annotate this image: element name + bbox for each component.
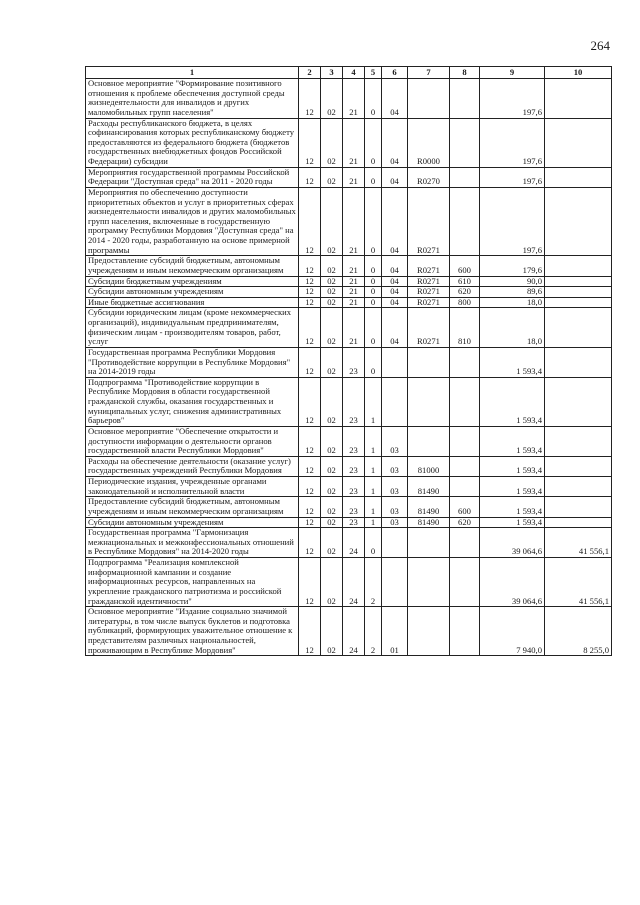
code-cell: 12 [299, 187, 321, 255]
amount-cell: 39 064,6 [480, 528, 545, 558]
amount-cell [545, 79, 612, 119]
code-cell: 12 [299, 377, 321, 426]
code-cell: 1 [365, 497, 382, 517]
code-cell: 12 [299, 256, 321, 276]
amount-cell: 1 593,4 [480, 377, 545, 426]
code-cell [382, 528, 408, 558]
code-cell: 23 [343, 517, 365, 528]
code-cell: 02 [321, 308, 343, 348]
table-row [86, 517, 612, 528]
code-cell: 21 [343, 297, 365, 308]
amount-cell [545, 187, 612, 255]
code-cell: 600 [450, 256, 480, 276]
amount-cell [545, 287, 612, 298]
code-cell: 0 [365, 79, 382, 119]
code-cell [450, 528, 480, 558]
code-cell: 03 [382, 426, 408, 456]
code-cell: 810 [450, 308, 480, 348]
code-cell: 04 [382, 256, 408, 276]
row-name: Государственная программа Республики Мордовия "Противодействие коррупции в Республике Мордовия" на 2014-2019 годы [86, 347, 299, 377]
amount-cell: 1 593,4 [480, 426, 545, 456]
code-cell: 03 [382, 517, 408, 528]
table-row [86, 607, 612, 656]
table-row [86, 287, 612, 298]
code-cell [408, 426, 450, 456]
amount-cell: 1 593,4 [480, 497, 545, 517]
code-cell: 0 [365, 528, 382, 558]
code-cell: 02 [321, 558, 343, 607]
code-cell: 0 [365, 256, 382, 276]
code-cell: 04 [382, 187, 408, 255]
column-header: 2 [299, 67, 321, 79]
amount-cell: 89,6 [480, 287, 545, 298]
amount-cell: 41 556,1 [545, 558, 612, 607]
table-row [86, 528, 612, 558]
table-row [86, 497, 612, 517]
row-name: Субсидии автономным учреждениям [86, 517, 299, 528]
table-row [86, 276, 612, 287]
code-cell: 1 [365, 456, 382, 476]
amount-cell [545, 256, 612, 276]
table-row [86, 167, 612, 187]
amount-cell: 1 593,4 [480, 347, 545, 377]
table-row [86, 456, 612, 476]
code-cell: 620 [450, 287, 480, 298]
code-cell: 21 [343, 167, 365, 187]
code-cell: 12 [299, 118, 321, 167]
code-cell: 21 [343, 276, 365, 287]
amount-cell [545, 347, 612, 377]
code-cell: R0000 [408, 118, 450, 167]
code-cell: 04 [382, 297, 408, 308]
amount-cell: 1 593,4 [480, 477, 545, 497]
code-cell: 02 [321, 456, 343, 476]
amount-cell: 197,6 [480, 167, 545, 187]
code-cell: 620 [450, 517, 480, 528]
table-row [86, 79, 612, 119]
code-cell [408, 607, 450, 656]
code-cell: 0 [365, 308, 382, 348]
code-cell: 02 [321, 517, 343, 528]
code-cell: R0271 [408, 297, 450, 308]
table-row [86, 297, 612, 308]
code-cell [450, 477, 480, 497]
code-cell [408, 528, 450, 558]
code-cell [450, 79, 480, 119]
code-cell: 03 [382, 477, 408, 497]
amount-cell [545, 377, 612, 426]
amount-cell [545, 477, 612, 497]
code-cell: 81490 [408, 477, 450, 497]
code-cell: 2 [365, 558, 382, 607]
table-row [86, 187, 612, 255]
code-cell [450, 187, 480, 255]
code-cell: 02 [321, 607, 343, 656]
code-cell: 24 [343, 528, 365, 558]
code-cell: 01 [382, 607, 408, 656]
column-header: 6 [382, 67, 408, 79]
code-cell: 23 [343, 347, 365, 377]
row-name: Подпрограмма "Реализация комплексной информационной кампании и создание информационных ресурсов, направленных на укрепление гражданского патриотизма и российской гражданской идентичности" [86, 558, 299, 607]
code-cell [450, 377, 480, 426]
code-cell [408, 347, 450, 377]
row-name: Государственная программа "Гармонизация межнациональных и межконфессиональных отношений в Республике Мордовия" на 2014-2020 годы [86, 528, 299, 558]
code-cell: 12 [299, 456, 321, 476]
code-cell [450, 558, 480, 607]
header-row [86, 67, 612, 79]
code-cell [450, 607, 480, 656]
code-cell [450, 167, 480, 187]
row-name: Субсидии бюджетным учреждениям [86, 276, 299, 287]
amount-cell [545, 308, 612, 348]
row-name: Иные бюджетные ассигнования [86, 297, 299, 308]
code-cell: 04 [382, 287, 408, 298]
table-row [86, 377, 612, 426]
code-cell [450, 347, 480, 377]
amount-cell [545, 426, 612, 456]
code-cell: 81490 [408, 517, 450, 528]
code-cell: 04 [382, 118, 408, 167]
code-cell: 24 [343, 558, 365, 607]
code-cell: 12 [299, 347, 321, 377]
code-cell: 23 [343, 377, 365, 426]
code-cell: 02 [321, 256, 343, 276]
code-cell: 0 [365, 276, 382, 287]
code-cell [382, 558, 408, 607]
column-header: 1 [86, 67, 299, 79]
table-row [86, 426, 612, 456]
code-cell: 02 [321, 477, 343, 497]
code-cell: 02 [321, 187, 343, 255]
row-name: Субсидии автономным учреждениям [86, 287, 299, 298]
code-cell: 02 [321, 118, 343, 167]
code-cell: 12 [299, 287, 321, 298]
code-cell: 12 [299, 528, 321, 558]
code-cell: 12 [299, 308, 321, 348]
code-cell [382, 347, 408, 377]
column-header: 4 [343, 67, 365, 79]
code-cell [450, 118, 480, 167]
code-cell: R0271 [408, 308, 450, 348]
table-row [86, 558, 612, 607]
amount-cell: 1 593,4 [480, 517, 545, 528]
code-cell: 0 [365, 297, 382, 308]
amount-cell [545, 517, 612, 528]
code-cell: 02 [321, 287, 343, 298]
code-cell: 0 [365, 187, 382, 255]
code-cell: 23 [343, 456, 365, 476]
code-cell: 12 [299, 517, 321, 528]
code-cell: 02 [321, 276, 343, 287]
row-name: Периодические издания, учрежденные органами законодательной и исполнительной власти [86, 477, 299, 497]
code-cell: 12 [299, 477, 321, 497]
amount-cell [545, 276, 612, 287]
amount-cell: 18,0 [480, 308, 545, 348]
code-cell: 21 [343, 118, 365, 167]
code-cell: 12 [299, 167, 321, 187]
amount-cell: 41 556,1 [545, 528, 612, 558]
row-name: Основное мероприятие "Формирование позитивного отношения к проблеме обеспечения доступной среды жизнедеятельности для инвалидов и других маломобильных групп населения" [86, 79, 299, 119]
amount-cell: 197,6 [480, 79, 545, 119]
code-cell: 21 [343, 308, 365, 348]
code-cell: 23 [343, 477, 365, 497]
row-name: Мероприятия по обеспечению доступности приоритетных объектов и услуг в приоритетных сферах жизнедеятельности инвалидов и других маломобильных групп населения, включенные в государственную программу Республики Мордовия "Доступная среда" на 2014 - 2020 годы, разработанную на основе примерной программы [86, 187, 299, 255]
code-cell: 02 [321, 79, 343, 119]
page-number: 264 [590, 38, 610, 53]
amount-cell: 8 255,0 [545, 607, 612, 656]
code-cell: 24 [343, 607, 365, 656]
amount-cell [545, 297, 612, 308]
amount-cell: 179,6 [480, 256, 545, 276]
code-cell: R0270 [408, 167, 450, 187]
code-cell: 03 [382, 456, 408, 476]
row-name: Основное мероприятие "Обеспечение открытости и доступности информации о деятельности органов государственной власти Республики Мордовия" [86, 426, 299, 456]
code-cell: 12 [299, 79, 321, 119]
code-cell: 12 [299, 297, 321, 308]
amount-cell: 7 940,0 [480, 607, 545, 656]
code-cell: 0 [365, 118, 382, 167]
column-header: 3 [321, 67, 343, 79]
code-cell [408, 558, 450, 607]
amount-cell [545, 456, 612, 476]
code-cell [450, 456, 480, 476]
amount-cell: 197,6 [480, 187, 545, 255]
table-row [86, 256, 612, 276]
column-header: 5 [365, 67, 382, 79]
table-row [86, 477, 612, 497]
row-name: Расходы на обеспечение деятельности (оказание услуг) государственных учреждений Республики Мордовия [86, 456, 299, 476]
column-header: 10 [545, 67, 612, 79]
code-cell: 02 [321, 297, 343, 308]
code-cell: 81000 [408, 456, 450, 476]
code-cell: 0 [365, 347, 382, 377]
table-row [86, 308, 612, 348]
row-name: Расходы республиканского бюджета, в целях софинансирования которых республиканскому бюджету предоставляются из федерального бюджета (бюджетов государственных внебюджетных фондов Российской Федерации) субсидии [86, 118, 299, 167]
code-cell: 12 [299, 558, 321, 607]
code-cell: 12 [299, 607, 321, 656]
code-cell: 02 [321, 497, 343, 517]
code-cell: 04 [382, 79, 408, 119]
amount-cell: 18,0 [480, 297, 545, 308]
amount-cell [545, 167, 612, 187]
row-name: Подпрограмма "Противодействие коррупции в Республике Мордовия в области государственной гражданской службы, оказания государственных и муниципальных услуг, снижения административных барьеров" [86, 377, 299, 426]
amount-cell: 90,0 [480, 276, 545, 287]
row-name: Основное мероприятие "Издание социально значимой литературы, в том числе выпуск буклетов и подготовка публикаций, формирующих уважительное отношение к представителям различных национальностей, проживающим в Республике Мордовия" [86, 607, 299, 656]
code-cell [408, 79, 450, 119]
code-cell: R0271 [408, 287, 450, 298]
code-cell: 2 [365, 607, 382, 656]
code-cell: 12 [299, 497, 321, 517]
amount-cell: 197,6 [480, 118, 545, 167]
code-cell: R0271 [408, 187, 450, 255]
code-cell: 600 [450, 497, 480, 517]
code-cell: 02 [321, 377, 343, 426]
row-name: Предоставление субсидий бюджетным, автономным учреждениям и иным некоммерческим организациям [86, 497, 299, 517]
amount-cell: 1 593,4 [480, 456, 545, 476]
column-header: 8 [450, 67, 480, 79]
code-cell: 04 [382, 308, 408, 348]
code-cell: 81490 [408, 497, 450, 517]
code-cell: 1 [365, 517, 382, 528]
amount-cell: 39 064,6 [480, 558, 545, 607]
code-cell: R0271 [408, 276, 450, 287]
code-cell: 21 [343, 187, 365, 255]
amount-cell [545, 118, 612, 167]
code-cell: 03 [382, 497, 408, 517]
code-cell: R0271 [408, 256, 450, 276]
code-cell: 23 [343, 497, 365, 517]
code-cell: 0 [365, 287, 382, 298]
code-cell: 0 [365, 167, 382, 187]
code-cell: 12 [299, 276, 321, 287]
code-cell: 02 [321, 347, 343, 377]
row-name: Предоставление субсидий бюджетным, автономным учреждениям и иным некоммерческим организациям [86, 256, 299, 276]
code-cell: 21 [343, 256, 365, 276]
budget-table [85, 66, 612, 656]
code-cell: 23 [343, 426, 365, 456]
column-header: 7 [408, 67, 450, 79]
code-cell: 12 [299, 426, 321, 456]
code-cell: 04 [382, 276, 408, 287]
code-cell: 21 [343, 287, 365, 298]
code-cell: 04 [382, 167, 408, 187]
code-cell: 02 [321, 167, 343, 187]
code-cell: 21 [343, 79, 365, 119]
row-name: Субсидии юридическим лицам (кроме некоммерческих организаций), индивидуальным предпринимателям, физическим лицам - производителям товаров, работ, услуг [86, 308, 299, 348]
row-name: Мероприятия государственной программы Российской Федерации "Доступная среда" на 2011 - 2020 годы [86, 167, 299, 187]
amount-cell [545, 497, 612, 517]
code-cell [382, 377, 408, 426]
code-cell: 610 [450, 276, 480, 287]
table-row [86, 347, 612, 377]
code-cell: 1 [365, 377, 382, 426]
code-cell: 800 [450, 297, 480, 308]
table-body [86, 79, 612, 656]
code-cell: 1 [365, 426, 382, 456]
code-cell [408, 377, 450, 426]
table-row [86, 118, 612, 167]
code-cell: 1 [365, 477, 382, 497]
column-header: 9 [480, 67, 545, 79]
code-cell: 02 [321, 426, 343, 456]
code-cell: 02 [321, 528, 343, 558]
code-cell [450, 426, 480, 456]
